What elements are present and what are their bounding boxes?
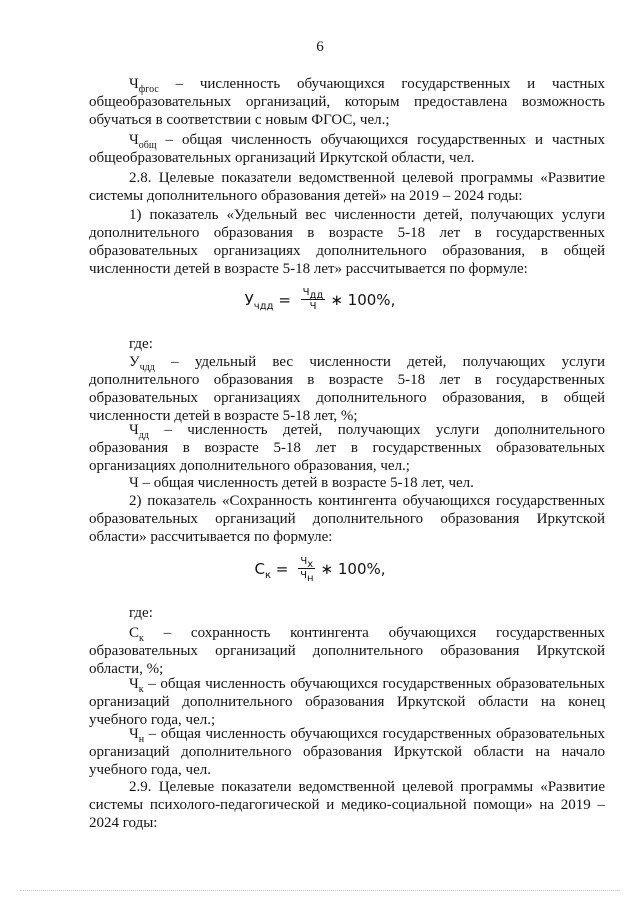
- definition-chdd: [89, 421, 605, 475]
- text-line: обучаться в соответствии с новым ФГОС, чел.;: [89, 112, 390, 128]
- definition-chobsch: [89, 131, 605, 167]
- symbol: Ч: [129, 132, 139, 148]
- fraction-denominator: Ч: [309, 301, 317, 312]
- formula-fraction: [301, 287, 326, 312]
- text-line: дополнительного образования в возрасте 5-18 лет в государственных: [89, 225, 605, 241]
- symbol: Ч: [129, 422, 139, 438]
- text-line: [89, 131, 605, 149]
- definition-sk: [89, 624, 605, 678]
- text-line: организациях дополнительного образования, чел.;: [89, 458, 410, 474]
- text-line: общеобразовательных организаций Иркутской области, чел.: [89, 150, 475, 166]
- text-line: образовательных организациях дополнительного образования, в общей: [89, 243, 605, 259]
- text-line: [89, 624, 605, 642]
- section-2-9: [89, 778, 605, 832]
- text-line: системы дополнительного образования детей» на 2019 – 2024 годы:: [89, 188, 523, 204]
- text-run: – общая численность обучающихся государственных образовательных: [144, 726, 605, 742]
- symbol: Ч: [129, 76, 139, 92]
- text-line: [89, 675, 605, 693]
- symbol-subscript: чдд: [139, 362, 155, 373]
- symbol: Ч: [129, 726, 139, 742]
- text-line: где:: [129, 336, 153, 352]
- text-run: – общая численность обучающихся государственных и частных: [156, 132, 605, 148]
- scan-edge-line: [20, 890, 620, 891]
- formula-tail: ∗ 100%,: [330, 290, 396, 309]
- text-line: [89, 421, 605, 439]
- symbol: У: [129, 354, 140, 370]
- text-line: [89, 75, 605, 93]
- text-line: организаций дополнительного образования Иркутской области на начало: [89, 744, 605, 760]
- indicator-2: [89, 492, 605, 546]
- text-run: – общая численность обучающихся государственных образовательных: [143, 676, 605, 692]
- definition-ch: [89, 474, 605, 492]
- formula-fraction: [298, 556, 315, 584]
- text-line: образовательных организаций дополнительного образования Иркутской: [89, 643, 605, 659]
- text-line: 2.9. Целевые показатели ведомственной целевой программы «Развитие: [129, 779, 605, 795]
- symbol-subscript: дд: [138, 430, 149, 441]
- text-line: образования в возрасте 5-18 лет в государственных образовательных: [89, 440, 605, 456]
- text-line: Ч – общая численность детей в возрасте 5-18 лет, чел.: [129, 475, 474, 491]
- symbol-subscript: к: [139, 633, 144, 644]
- symbol-subscript: фгос: [138, 84, 159, 95]
- definition-chfgos: [89, 75, 605, 129]
- text-line: 2) показатель «Сохранность контингента обучающихся государственных: [129, 493, 605, 509]
- text-line: численности детей в возрасте 5-18 лет, %;: [89, 408, 358, 424]
- where-label: [89, 604, 605, 622]
- symbol: Ч: [129, 676, 139, 692]
- formula-lhs: $С_к$: [254, 559, 271, 581]
- text-line: области» рассчитывается по формуле:: [89, 529, 333, 545]
- text-line: [89, 725, 605, 743]
- fraction-denominator: $Ч_н$: [300, 570, 314, 584]
- formula-lhs: $У_{чдд}$: [244, 290, 274, 312]
- text-run: – сохранность контингента обучающихся государственных: [143, 625, 605, 641]
- text-line: организаций дополнительного образования Иркутской области на конец: [89, 694, 605, 710]
- text-line: 2024 годы:: [89, 815, 158, 831]
- text-line: дополнительного образования в возрасте 5-18 лет в государственных: [89, 372, 605, 388]
- fraction-numerator: $Ч_{дд}$: [302, 287, 324, 301]
- text-line: численности детей в возрасте 5-18 лет» рассчитывается по формуле:: [89, 261, 528, 277]
- section-2-8: [89, 169, 605, 205]
- symbol-subscript: общ: [138, 140, 157, 151]
- text-run: – удельный вес численности детей, получающих услуги: [154, 354, 605, 370]
- formula-equals: =: [273, 290, 296, 309]
- text-run: – численность обучающихся государственных и частных: [158, 76, 605, 92]
- where-label: [89, 335, 605, 353]
- text-line: учебного года, чел.: [89, 762, 211, 778]
- text-line: образовательных организациях дополнительного образования, в общей: [89, 390, 605, 406]
- definition-chk: [89, 675, 605, 729]
- formula-sk: [0, 556, 640, 584]
- text-line: где:: [129, 605, 153, 621]
- symbol: С: [129, 625, 140, 641]
- fraction-numerator: $Ч_х$: [300, 556, 314, 570]
- text-line: 2.8. Целевые показатели ведомственной целевой программы «Развитие: [129, 170, 605, 186]
- formula-tail: ∗ 100%,: [320, 559, 386, 578]
- text-run: – численность детей, получающих услуги дополнительного: [148, 422, 605, 438]
- page-number: 6: [316, 39, 324, 55]
- formula-uchdd: [0, 287, 640, 312]
- symbol-subscript: н: [138, 734, 145, 745]
- text-line: образовательных организаций дополнительного образования Иркутской: [89, 511, 605, 527]
- symbol-subscript: к: [138, 684, 144, 695]
- text-line: [89, 353, 605, 371]
- text-line: системы психолого-педагогической и медико-социальной помощи» на 2019 –: [89, 797, 605, 813]
- text-line: учебного года, чел.;: [89, 712, 216, 728]
- text-line: общеобразовательных организаций, которым предоставлена возможность: [89, 94, 605, 110]
- definition-chn: [89, 725, 605, 779]
- indicator-1: [89, 206, 605, 278]
- definition-uchdd: [89, 353, 605, 425]
- formula-equals: =: [271, 559, 294, 578]
- text-line: 1) показатель «Удельный вес численности детей, получающих услуги: [129, 207, 605, 223]
- text-line: области, %;: [89, 661, 164, 677]
